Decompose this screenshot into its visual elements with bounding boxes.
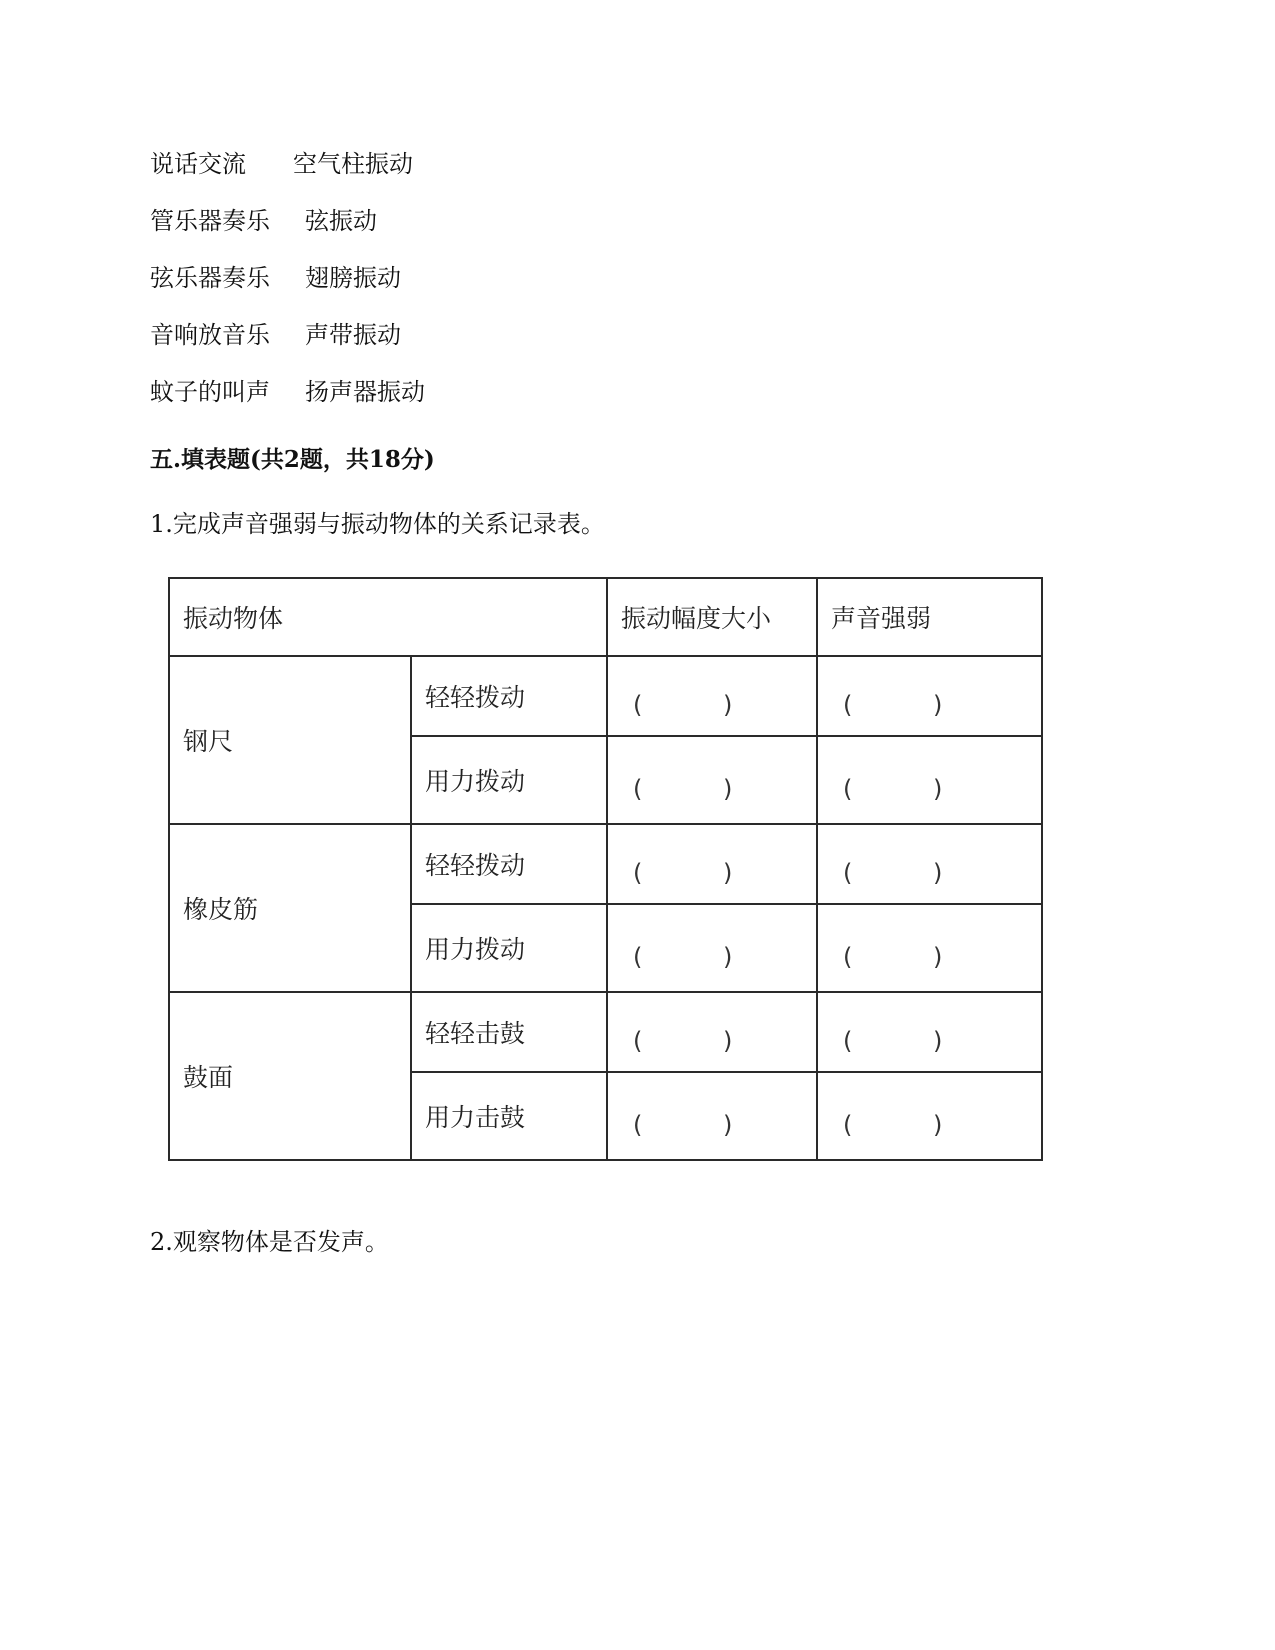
amplitude-blank[interactable]: ( ) (607, 736, 817, 824)
loudness-blank[interactable]: ( ) (817, 904, 1042, 992)
action-cell: 用力拨动 (411, 736, 607, 824)
match-left-item: 音响放音乐 (150, 321, 270, 349)
action-cell: 用力拨动 (411, 904, 607, 992)
action-cell: 轻轻拨动 (411, 656, 607, 736)
match-left-item: 管乐器奏乐 (150, 207, 270, 235)
action-cell: 用力击鼓 (411, 1072, 607, 1160)
action-cell: 轻轻拨动 (411, 824, 607, 904)
match-right-item: 声带振动 (305, 321, 401, 349)
section-heading: 五.填表题(共2题，共18分) (150, 446, 435, 473)
table-row (169, 824, 1042, 904)
action-cell: 轻轻击鼓 (411, 992, 607, 1072)
match-right-item: 翅膀振动 (305, 264, 401, 292)
object-cell: 鼓面 (169, 992, 411, 1160)
object-cell: 橡皮筋 (169, 824, 411, 992)
amplitude-blank[interactable]: ( ) (607, 1072, 817, 1160)
match-left-item: 说话交流 (150, 150, 246, 178)
amplitude-blank[interactable]: ( ) (607, 824, 817, 904)
match-left-item: 弦乐器奏乐 (150, 264, 270, 292)
header-amplitude: 振动幅度大小 (607, 578, 817, 656)
match-right-item: 扬声器振动 (305, 378, 425, 406)
loudness-blank[interactable]: ( ) (817, 824, 1042, 904)
object-cell: 钢尺 (169, 656, 411, 824)
table-header-row (169, 578, 1042, 656)
match-right-item: 弦振动 (305, 207, 377, 235)
loudness-blank[interactable]: ( ) (817, 1072, 1042, 1160)
loudness-blank[interactable]: ( ) (817, 992, 1042, 1072)
match-left-item: 蚊子的叫声 (150, 378, 270, 406)
question-1: 1.完成声音强弱与振动物体的关系记录表。 (150, 510, 605, 538)
match-row-5 (150, 378, 425, 406)
header-loudness: 声音强弱 (817, 578, 1042, 656)
loudness-blank[interactable]: ( ) (817, 656, 1042, 736)
loudness-blank[interactable]: ( ) (817, 736, 1042, 824)
match-row-1 (150, 150, 413, 178)
question-2: 2.观察物体是否发声。 (150, 1228, 389, 1256)
amplitude-blank[interactable]: ( ) (607, 656, 817, 736)
table-row (169, 656, 1042, 736)
match-right-item: 空气柱振动 (293, 150, 413, 178)
match-row-3 (150, 264, 401, 292)
amplitude-blank[interactable]: ( ) (607, 904, 817, 992)
table-row (169, 992, 1042, 1072)
amplitude-blank[interactable]: ( ) (607, 992, 817, 1072)
record-table (168, 577, 1043, 1161)
header-object: 振动物体 (169, 578, 607, 656)
match-row-4 (150, 321, 401, 349)
match-row-2 (150, 207, 377, 235)
